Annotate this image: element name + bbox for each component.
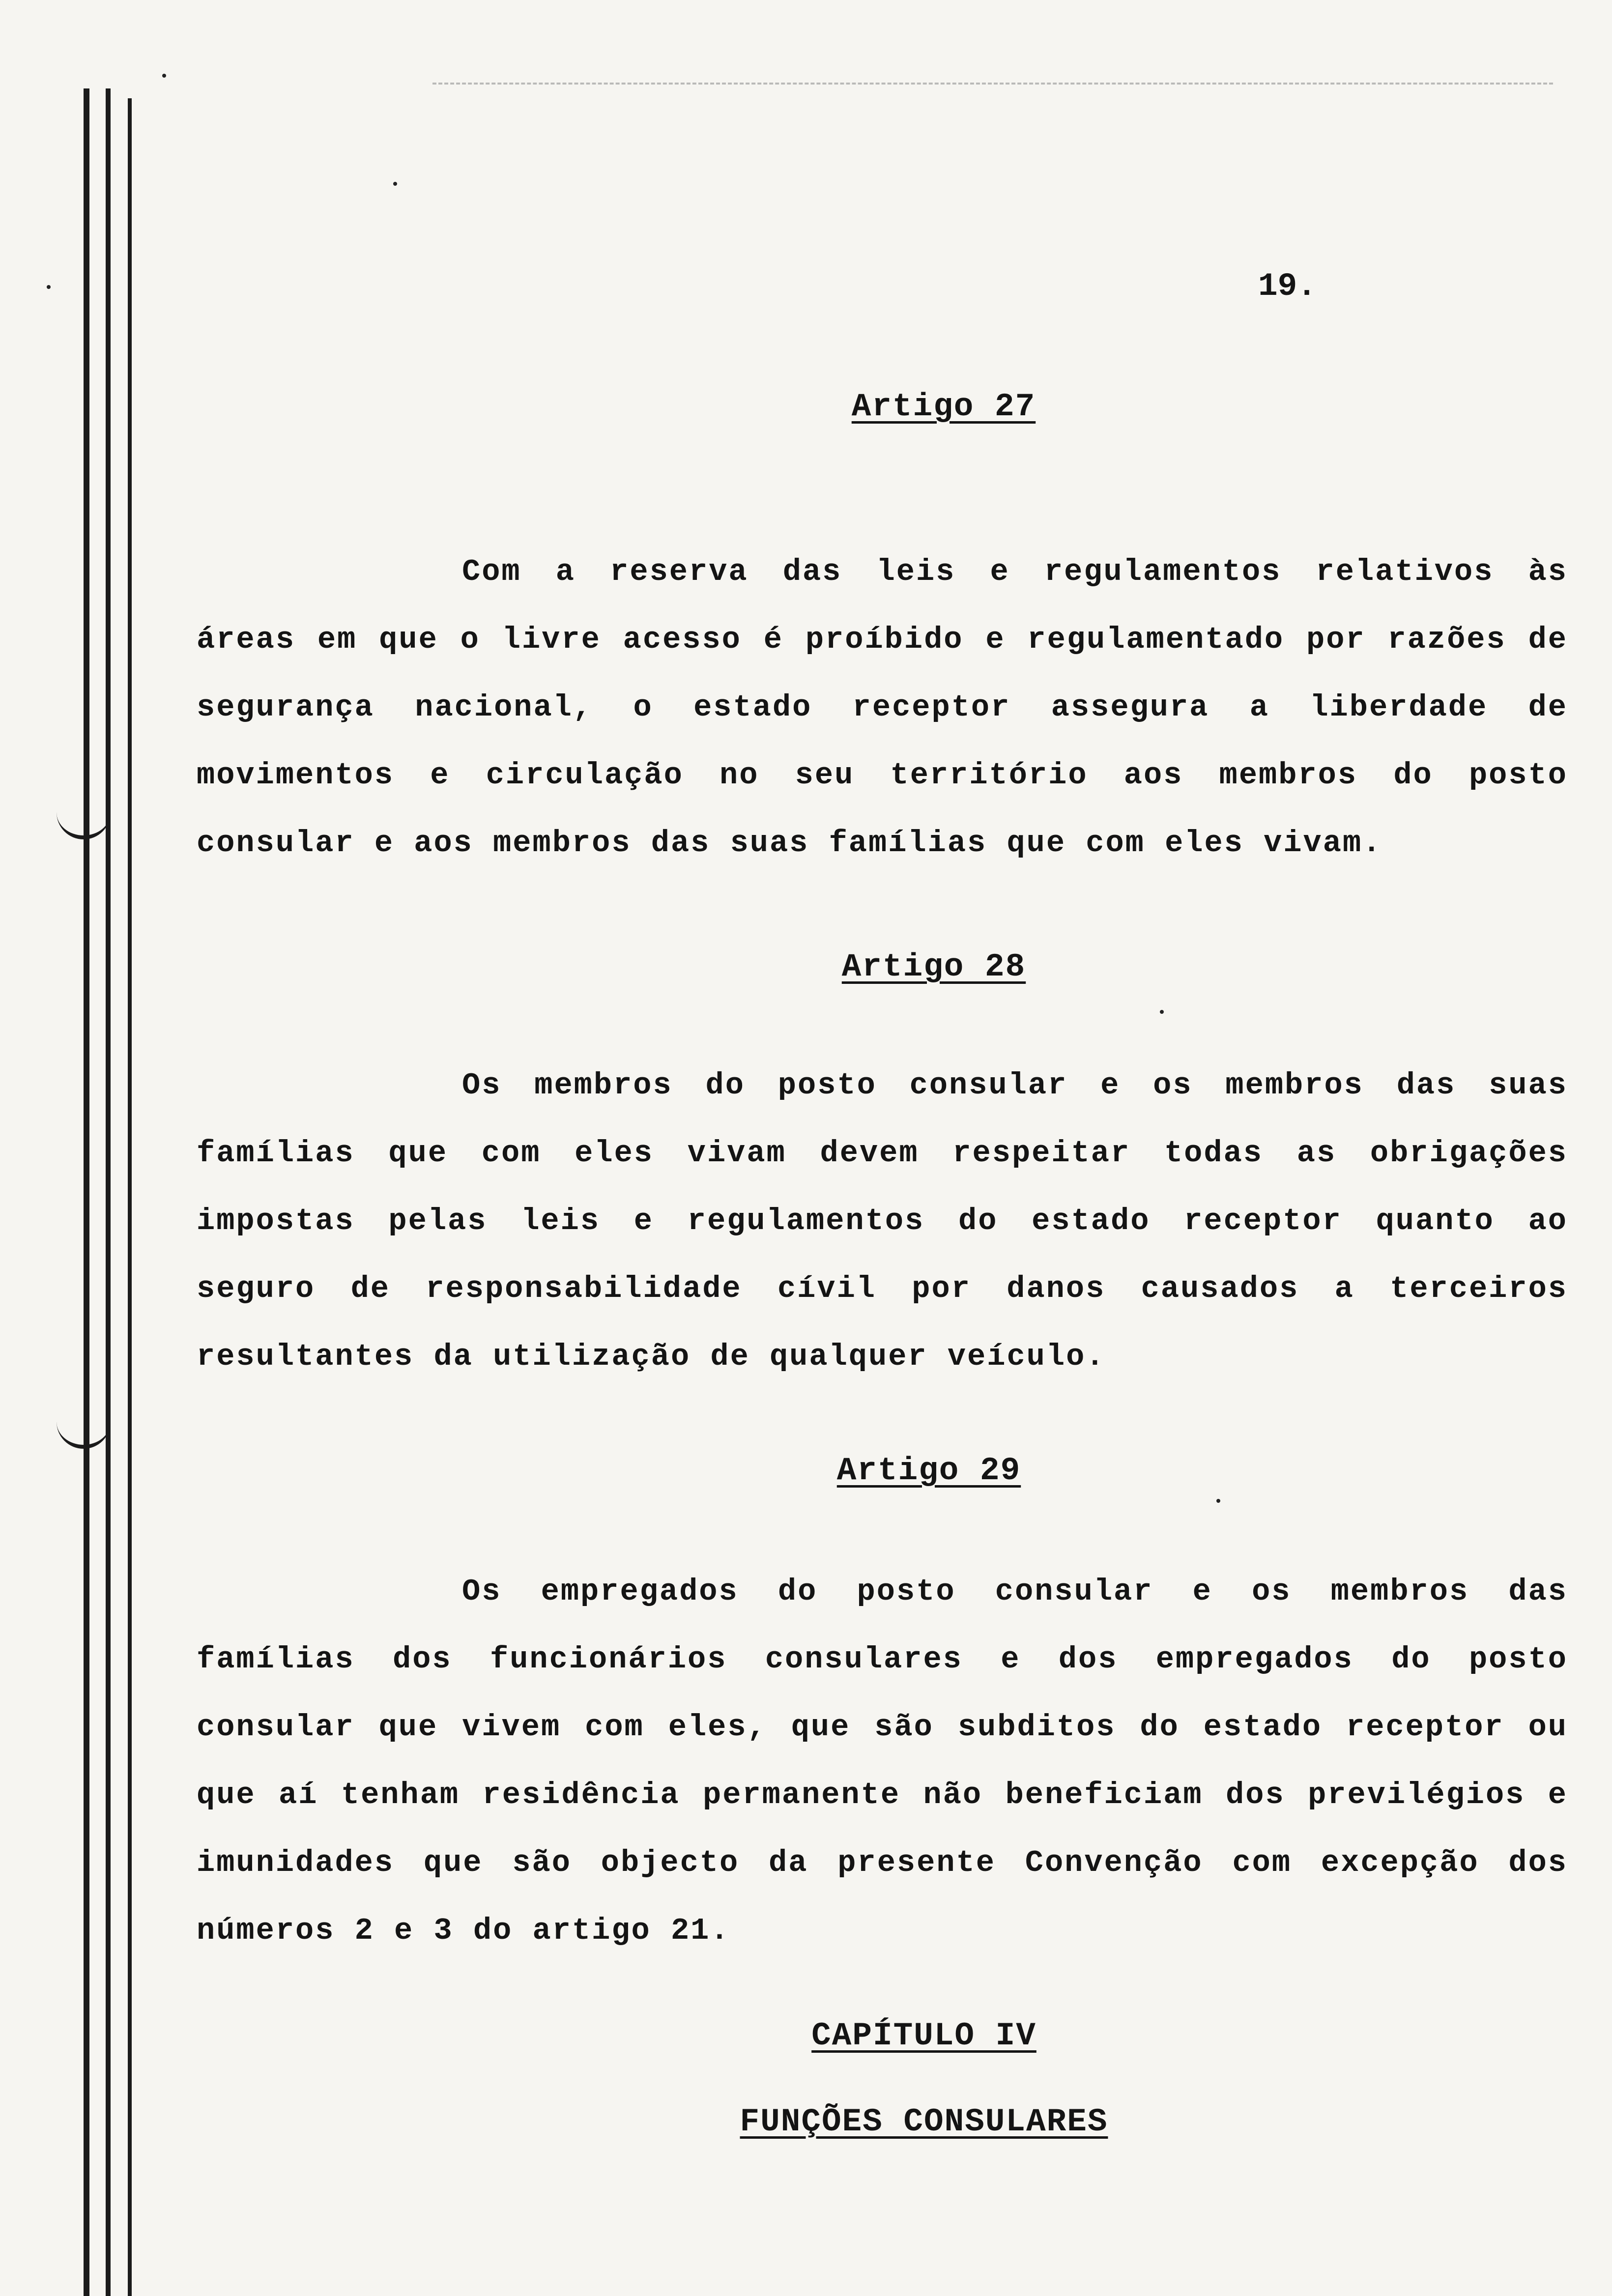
article-27-heading: Artigo 27 bbox=[851, 388, 1036, 425]
chapter-title: CAPÍTULO IV bbox=[811, 2017, 1036, 2054]
article-28-heading: Artigo 28 bbox=[841, 948, 1026, 985]
scan-speck bbox=[1216, 1499, 1220, 1503]
page-number: 19. bbox=[1258, 268, 1317, 305]
article-27-text: Com a reserva das leis e regulamentos relativos às áreas em que o livre acesso é proíbido e regulamentado por razões de segurança nacional, o estado receptor assegura a liberdade de movimentos e circulação no seu território aos membros do posto consular e aos membros das suas famílias que com eles vivam. bbox=[197, 554, 1568, 861]
scan-speck bbox=[162, 74, 166, 78]
scan-speck bbox=[47, 285, 51, 289]
article-29-heading: Artigo 29 bbox=[836, 1452, 1021, 1489]
binding-hook bbox=[57, 796, 111, 839]
article-28-text: Os membros do posto consular e os membros das suas famílias que com eles vivam devem respeitar todas as obrigações impostas pelas leis e regulamentos do estado receptor quanto ao seguro de responsabilidade cívil por danos causados a terceiros resultantes da utilização de qualquer veículo. bbox=[197, 1068, 1568, 1374]
binding-hook bbox=[57, 1406, 111, 1449]
chapter-subtitle: FUNÇÕES CONSULARES bbox=[740, 2103, 1108, 2140]
scan-speck bbox=[393, 182, 397, 186]
binding-line bbox=[128, 98, 132, 2296]
article-29-text: Os empregados do posto consular e os membros das famílias dos funcionários consulares e dos empregados do posto consular que vivem com eles, que são subditos do estado receptor ou que aí tenham residência permanente não beneficiam dos previlégios e imunidades que são objecto da presente Convenção com excepção dos números 2 e 3 do artigo 21. bbox=[197, 1574, 1568, 1948]
scan-artifact-dashes bbox=[432, 83, 1553, 85]
scan-speck bbox=[1160, 1010, 1164, 1014]
